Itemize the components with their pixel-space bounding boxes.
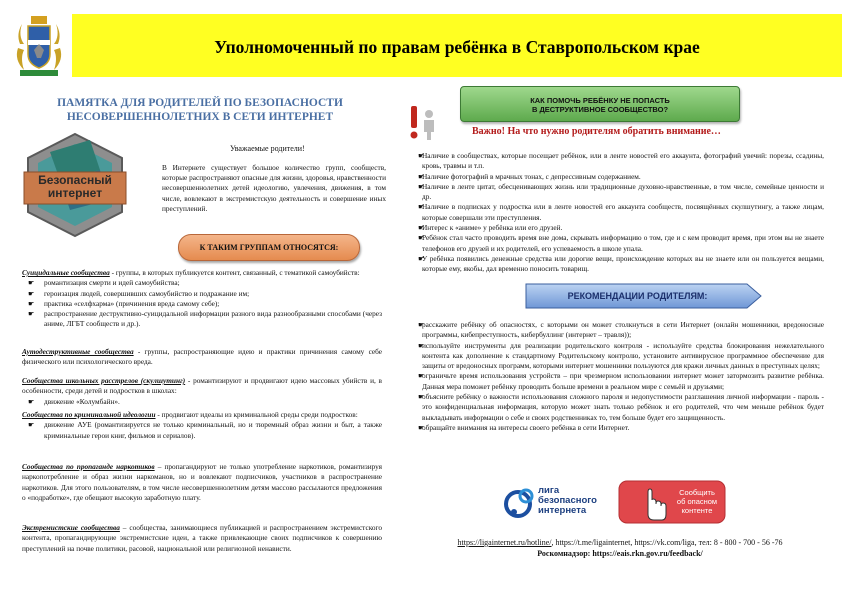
list-item: ☛ Наличие в подписках у подростка или в ленте новостей его аккаунта сообществ, посвящённых скулшутингу, а также лицам, которые совершали эти преступления. bbox=[412, 202, 824, 223]
suicide-list bbox=[22, 278, 382, 329]
list-item: ☛ распространение деструктивно-суицидальной информации разного вида разнообразными способами (через аниме, ЛГБТ сообществ и др.). bbox=[22, 309, 382, 330]
badge-text bbox=[24, 174, 126, 200]
liga-logo-icon bbox=[504, 482, 538, 522]
drugs-title: Сообщества по пропаганде наркотиков bbox=[22, 462, 155, 471]
memo-title-line2: НЕСОВЕРШЕННОЛЕТНИХ В СЕТИ ИНТЕРНЕТ bbox=[66, 111, 334, 123]
liga-line1: лига bbox=[538, 485, 560, 496]
report-line1: Сообщить bbox=[679, 488, 715, 497]
memo-title bbox=[22, 96, 378, 124]
auto-text: - группы, распространяющие идею и практики причинения самому себе физического или психологического вреда. bbox=[22, 347, 382, 367]
school-section bbox=[22, 376, 382, 407]
memo-title-line1: ПАМЯТКА ДЛЯ РОДИТЕЛЕЙ ПО БЕЗОПАСНОСТИ bbox=[57, 97, 343, 109]
auto-section bbox=[22, 347, 382, 368]
auto-title: Аутодеструктивные сообщества bbox=[22, 347, 134, 356]
list-item: ☛ используйте инструменты для реализации родительского контроля - используйте средства блокирования нежелательного контента как дополнение к стандартному Родительскому контролю, установите антивирусное программное обеспечение для защиты от вредоносных программ, которыми интернет мошенники пользуются для кражи личных данных в преступных целях; bbox=[412, 341, 824, 372]
hotline-link[interactable]: https://ligainternet.ru/hotline/ bbox=[457, 538, 552, 547]
rkn-label: Роскомнадзор: bbox=[537, 549, 593, 558]
badge-line2: интернет bbox=[47, 186, 103, 200]
list-item: ☛ У ребёнка появились денежные средства или дорогие вещи, происхождение которых вы не знаете или он пользуется вещами, которые ему, якобы, дал временно поносить товарищ. bbox=[412, 254, 824, 275]
groups-heading-button: К ТАКИМ ГРУППАМ ОТНОСЯТСЯ: bbox=[178, 234, 360, 261]
crime-title: Сообщества по криминальной идеологии bbox=[22, 410, 156, 419]
suicide-section bbox=[22, 268, 382, 330]
report-line2: об опасном bbox=[676, 497, 718, 506]
warning-exclamation-icon bbox=[408, 102, 438, 142]
intro-paragraph: В Интернете существует большое количество групп, сообществ, которые распространяют опасные для жизни, здоровья, нравственности несовершеннолетних детей идеологию, увлечения, движения, в том числе, вовлекают в экстремистскую деятельность и совершение иных преступлений. bbox=[162, 163, 386, 213]
extreme-text: – сообщества, занимающиеся публикацией и распространением экстремистского контента, пропагандирующие экстремистские идеи, а также привлекающие своих подписчиков к совершению преступлений на почве политики, расовой, национальной или религиозной ненависти. bbox=[22, 523, 382, 553]
list-item: ☛ Интерес к «аниме» у ребёнка или его друзей. bbox=[412, 223, 824, 233]
list-item: ☛ объясните ребёнку о важности использования сложного пароля и недопустимости разглашения личной информации - пароль - это конфиденциальная информация, которую может знать только ребёнок и его родителей, что чем меньше ребёнок будет выкладывать информации о себе и своих родственниках то, тем больше будет его защищенность. bbox=[412, 392, 824, 423]
crime-section bbox=[22, 410, 382, 441]
rkn-link[interactable]: https://eais.rkn.gov.ru/feedback/ bbox=[592, 549, 703, 558]
safe-internet-badge-icon bbox=[20, 130, 130, 240]
links-rest: , https://t.me/ligainternet, https://vk.com/liga, тел: 8 - 800 - 700 - 56 -76 bbox=[551, 538, 783, 547]
stavropol-coat-of-arms-icon bbox=[14, 14, 64, 78]
drugs-text: – пропагандируют не только употребление наркотиков, романтизируя наркопотребление и образ жизни наркоманов, но и вовлекают подписчиков, участников в распространение наркотиков. Для этого пользователям, в том числе несовершеннолетним детям массово рассылаются предложения о «подработке», где обещают высокую заработную плату. bbox=[22, 462, 382, 502]
recommendations-section bbox=[412, 320, 824, 433]
liga-line2: безопасного bbox=[538, 495, 597, 506]
report-line3: контенте bbox=[681, 506, 713, 515]
list-item: ☛ Ребёнок стал часто проводить время вне дома, скрывать информацию о том, где и с кем проводит время, при этом вы не знаете телефонов его друзей и их родителей, его успеваемость в школе упала. bbox=[412, 233, 824, 254]
liga-line3: интернета bbox=[538, 505, 587, 516]
list-item: ☛ Наличие в сообществах, которые посещает ребёнок, или в ленте новостей его аккаунта, фотографий увечий: порезы, ссадины, кровь, травмы и т.п. bbox=[412, 151, 824, 172]
extreme-title: Экстремистские сообщества bbox=[22, 523, 120, 532]
list-item: ☛ практика «селфхарма» (причинения вреда самому себе); bbox=[22, 299, 382, 309]
list-item: ☛ романтизация смерти и идей самоубийства; bbox=[22, 278, 382, 288]
list-item: ☛ героизация людей, совершивших самоубийство и подражание им; bbox=[22, 289, 382, 299]
links-line bbox=[410, 537, 830, 548]
attention-list bbox=[412, 151, 824, 275]
school-text: - романтизируют и продвигают идею массовых убийств и, в особенности, среди детей и подростков в школах: bbox=[22, 376, 383, 396]
extreme-section bbox=[22, 523, 382, 554]
list-item: ☛ ограничьте время использования устройств – при чрезмерном использовании интернет может затормозить развитие ребёнка. Данная мера поможет ребёнку проводить больше времени в реальном мире с семьёй и друзьями; bbox=[412, 371, 824, 392]
suicide-text: - группы, в которых публикуется контент, связанный, с тематикой самоубийств: bbox=[109, 268, 360, 277]
page-title: Уполномоченный по правам ребёнка в Ставропольском крае bbox=[214, 37, 700, 57]
greeting: Уважаемые родители! bbox=[230, 144, 305, 153]
school-title: Сообщества школьных расстрелов (скулшутинг) bbox=[22, 376, 186, 385]
crime-text: - продвигают идеалы из криминальной среды среди подростков: bbox=[155, 410, 358, 419]
list-item: ☛ обращайте внимания на интересы своего ребёнка в сети Интернет. bbox=[412, 423, 824, 433]
list-item: ☛ движение АУЕ (романтизируется не только криминальный, но и тюремный образ жизни и быт, а также криминальные герои книг, фильмов и сериалов). bbox=[22, 420, 382, 441]
important-note: Важно! На что нужно родителям обратить внимание… bbox=[472, 126, 721, 137]
header bbox=[0, 0, 842, 75]
rkn-line bbox=[410, 548, 830, 559]
drugs-section bbox=[22, 462, 382, 503]
contact-links bbox=[410, 537, 830, 559]
report-content-button[interactable] bbox=[618, 480, 726, 524]
recommendations-list bbox=[412, 320, 824, 433]
report-button-label bbox=[670, 488, 724, 515]
recommendations-title: РЕКОМЕНДАЦИИ РОДИТЕЛЯМ: bbox=[567, 291, 708, 301]
help-line2: В ДЕСТРУКТИВНОЕ СООБЩЕСТВО? bbox=[531, 105, 669, 114]
list-item: ☛ движение «Колумбайн». bbox=[22, 397, 382, 407]
crime-list bbox=[22, 420, 382, 441]
liga-internet-logo[interactable] bbox=[504, 482, 614, 522]
list-item: ☛ Наличие фотографий в мрачных тонах, с депрессивным содержанием. bbox=[412, 172, 824, 182]
badge-line1: Безопасный bbox=[38, 173, 112, 187]
list-item: ☛ расскажите ребёнку об опасностях, с которыми он может столкнуться в сети Интернет (онлайн мошенники, вредоносные программы, кибепреступность, кибербуллинг (интернет – травля)); bbox=[412, 320, 824, 341]
school-list bbox=[22, 397, 382, 407]
list-item: ☛ Наличие в ленте цитат, обесценивающих жизнь или традиционные духовно-нравственные, в том числе, семейные ценности и др. bbox=[412, 182, 824, 203]
suicide-title: Суицидальные сообщества bbox=[22, 268, 110, 277]
help-heading-button bbox=[460, 86, 740, 122]
liga-logo-text bbox=[538, 486, 597, 516]
help-line1: КАК ПОМОЧЬ РЕБЁНКУ НЕ ПОПАСТЬ bbox=[530, 96, 670, 105]
attention-section bbox=[412, 151, 824, 275]
